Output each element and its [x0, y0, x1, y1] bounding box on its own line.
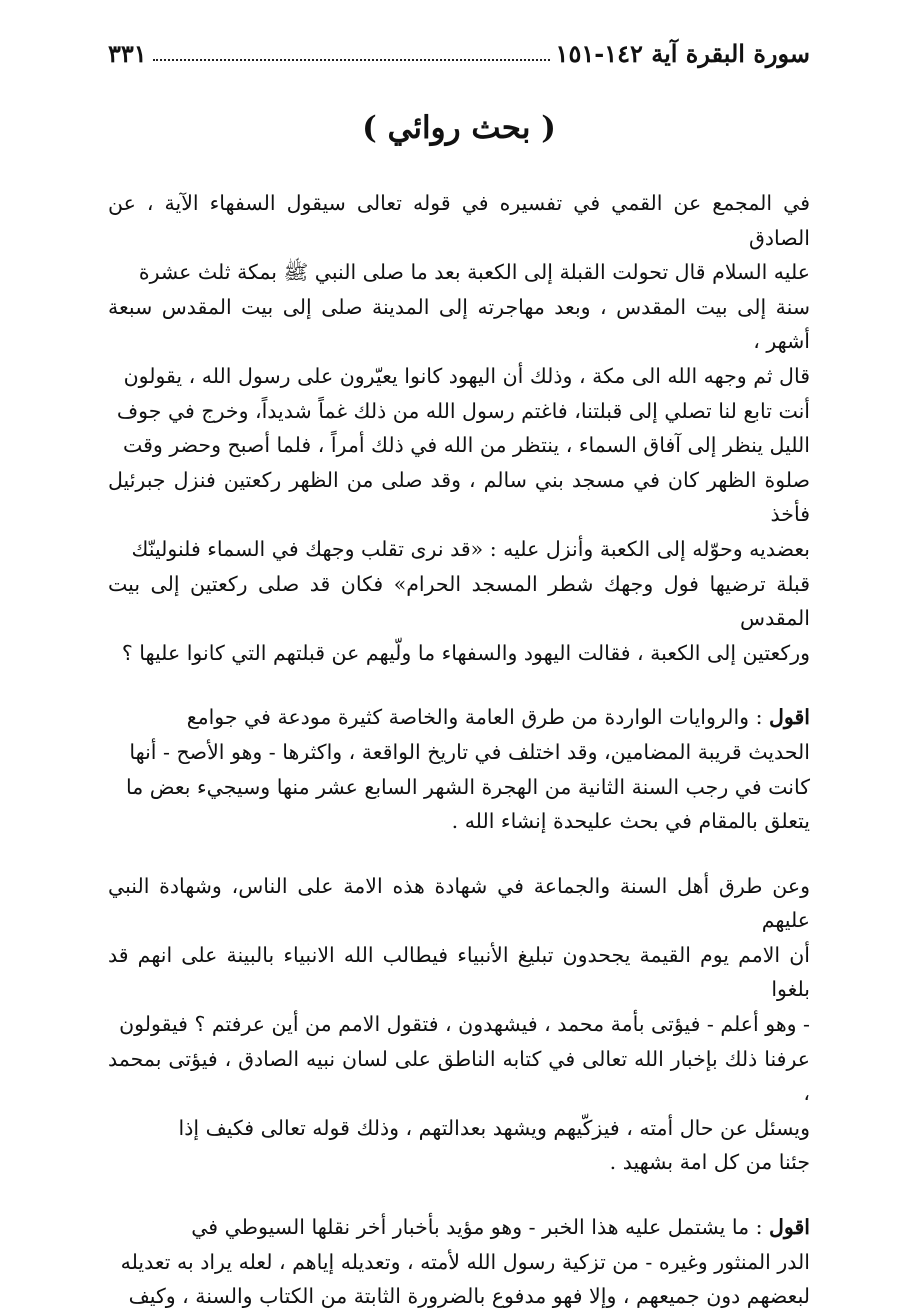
text-line: وركعتين إلى الكعبة ، فقالت اليهود والسفهاء ما ولّيهم عن قبلتهم التي كانوا عليها ؟: [121, 640, 810, 665]
text-line: أن الامم يوم القيمة يجحدون تبليغ الأنبياء فيطالب الله الانبياء بالبينة على انهم قد بلغوا: [108, 942, 810, 1002]
text-line: أنت تابع لنا تصلي إلى قبلتنا، فاغتم رسول الله من ذلك غماً شديداً، وخرج في جوف: [116, 398, 810, 423]
section-title: ( بحث روائي ): [362, 110, 556, 146]
header-dotted-leader: [153, 59, 550, 61]
paragraph-narration-qibla: [108, 186, 810, 670]
text-line: صلوة الظهر كان في مسجد بني سالم ، وقد صلى من الظهر ركعتين فنزل جبرئيل فأخذ: [108, 467, 810, 527]
text-line: قبلة ترضيها فول وجهك شطر المسجد الحرام» فكان قد صلى ركعتين إلى بيت المقدس: [108, 571, 810, 631]
text-line-rest: : والروايات الواردة من طرق العامة والخاصة كثيرة مودعة في جوامع: [186, 705, 763, 730]
text-line: عليه السلام قال تحولت القبلة إلى الكعبة بعد ما صلى النبي ﷺ بمكة ثلث عشرة: [138, 260, 810, 285]
surah-range: سورة البقرة آية ١٤٢-١٥١: [555, 39, 810, 68]
text-line: بعضديه وحوّله إلى الكعبة وأنزل عليه : «قد نرى تقلب وجهك في السماء فلنولينّك: [131, 536, 810, 561]
text-line: - وهو أعلم - فيؤتى بأمة محمد ، فيشهدون ، فتقول الامم من أين عرفتم ؟ فيقولون: [119, 1012, 810, 1037]
text-line: الليل ينظر إلى آفاق السماء ، ينتظر من الله في ذلك أمراً ، فلما أصبح وحضر وقت: [122, 433, 810, 458]
text-line: في المجمع عن القمي في تفسيره في قوله تعالى سيقول السفهاء الآية ، عن الصادق: [108, 191, 810, 250]
text-line: سنة إلى بيت المقدس ، وبعد مهاجرته إلى المدينة صلى إلى بيت المقدس سبعة أشهر ،: [108, 294, 810, 354]
text-line: جئنا من كل امة بشهيد .: [609, 1150, 810, 1175]
paragraph-commentary-2: [108, 1210, 810, 1314]
text-line: وعن طرق أهل السنة والجماعة في شهادة هذه الامة على الناس، وشهادة النبي عليهم: [108, 873, 810, 933]
text-line: الدر المنثور وغيره - من تزكية رسول الله لأمته ، وتعديله إياهم ، لعله يراد به تعديله: [120, 1249, 810, 1274]
lead-word: اقول: [769, 1215, 810, 1240]
text-line: قال ثم وجهه الله الى مكة ، وذلك أن اليهود كانوا يعيّرون على رسول الله ، يقولون: [123, 363, 810, 388]
text-line: عرفنا ذلك بإخبار الله تعالى في كتابه الناطق على لسان نبيه الصادق ، فيؤتى بمحمد ،: [108, 1046, 810, 1106]
text-line: لبعضهم دون جميعهم ، وإلا فهو مدفوع بالضرورة الثابتة من الكتاب والسنة ، وكيف: [128, 1284, 810, 1309]
lead-word: اقول: [769, 705, 810, 730]
running-header: [108, 38, 810, 68]
text-line: كانت في رجب السنة الثانية من الهجرة الشهر السابع عشر منها وسيجيء بعض ما: [126, 774, 810, 799]
text-line: [108, 1210, 810, 1245]
text-line: الحديث قريبة المضامين، وقد اختلف في تاريخ الواقعة ، واكثرها - وهو الأصح - أنها: [129, 739, 810, 764]
text-line: ويسئل عن حال أمته ، فيزكّيهم ويشهد بعدالتهم ، وذلك قوله تعالى فكيف إذا: [178, 1115, 810, 1140]
text-line: يتعلق بالمقام في بحث عليحدة إنشاء الله .: [451, 809, 810, 834]
paragraph-commentary-1: [108, 700, 810, 838]
text-line: [108, 700, 810, 735]
text-line-rest: : ما يشتمل عليه هذا الخبر - وهو مؤيد بأخبار أخر نقلها السيوطي في: [191, 1215, 763, 1240]
page-number: ٣٣١: [108, 39, 147, 68]
paragraph-narration-witness: [108, 869, 810, 1180]
